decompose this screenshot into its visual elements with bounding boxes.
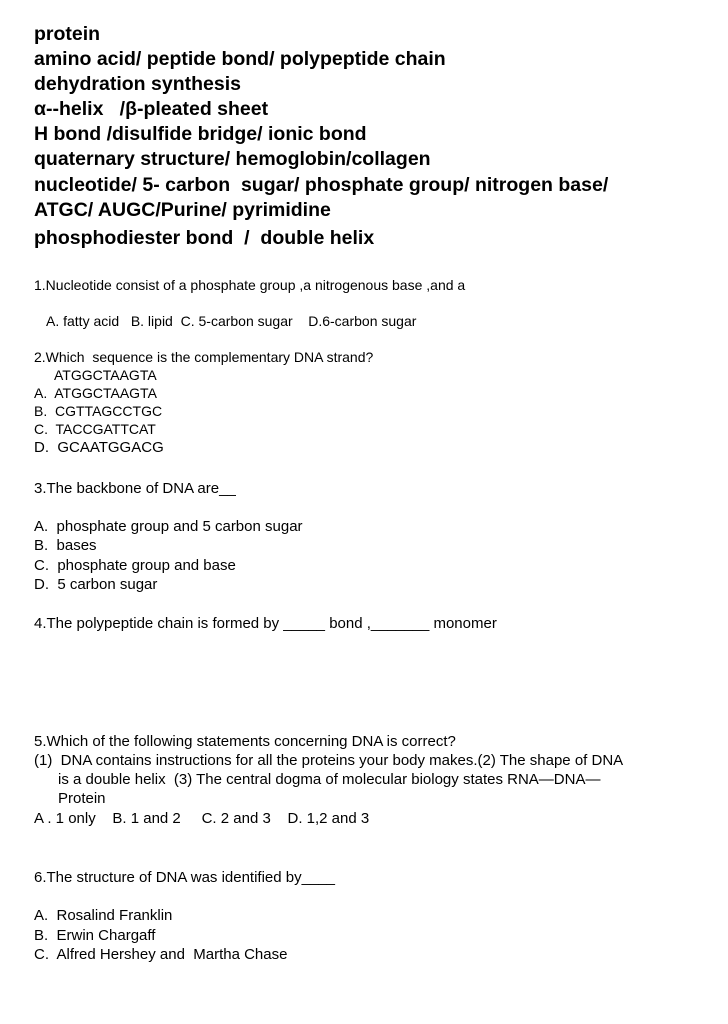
question-3-option: A. phosphate group and 5 carbon sugar: [34, 518, 303, 535]
question-1-options: A. fatty acid B. lipid C. 5-carbon sugar D.6-carbon sugar: [46, 313, 417, 329]
keyword-line: H bond /disulfide bridge/ ionic bond: [34, 123, 367, 145]
question-4-stem: 4.The polypeptide chain is formed by _____ bond ,_______ monomer: [34, 615, 497, 632]
question-3-option: B. bases: [34, 537, 97, 554]
keyword-line: phosphodiester bond / double helix: [34, 227, 375, 249]
keyword-line: nucleotide/ 5- carbon sugar/ phosphate group/ nitrogen base/: [34, 174, 609, 196]
keyword-line: protein: [34, 23, 101, 45]
question-3-option: C. phosphate group and base: [34, 557, 236, 574]
question-6-option: C. Alfred Hershey and Martha Chase: [34, 946, 288, 963]
question-2-option: B. CGTTAGCCTGC: [34, 403, 163, 419]
keyword-line: ATGC/ AUGC/Purine/ pyrimidine: [34, 199, 331, 221]
question-2-stem: 2.Which sequence is the complementary DNA strand?: [34, 349, 374, 365]
question-2-sequence: ATGGCTAAGTA: [54, 367, 157, 383]
question-3-option: D. 5 carbon sugar: [34, 576, 158, 593]
question-6-option: B. Erwin Chargaff: [34, 927, 156, 944]
question-6-option: A. Rosalind Franklin: [34, 907, 173, 924]
question-2-option: C. TACCGATTCAT: [34, 421, 156, 437]
question-5-stem: 5.Which of the following statements concerning DNA is correct?: [34, 733, 456, 750]
question-5-statement: is a double helix (3) The central dogma of molecular biology states RNA—DNA—: [58, 771, 601, 788]
keyword-line: dehydration synthesis: [34, 73, 241, 95]
keyword-line: α--helix /β-pleated sheet: [34, 98, 269, 120]
question-3-stem: 3.The backbone of DNA are__: [34, 480, 236, 497]
question-2-option: A. ATGGCTAAGTA: [34, 385, 157, 401]
question-2-option: D. GCAATGGACG: [34, 439, 164, 456]
question-5-statement: Protein: [58, 790, 106, 807]
question-6-stem: 6.The structure of DNA was identified by____: [34, 869, 335, 886]
question-1-stem: 1.Nucleotide consist of a phosphate group ,a nitrogenous base ,and a: [34, 277, 466, 293]
question-5-statement: (1) DNA contains instructions for all the proteins your body makes.(2) The shape of DNA: [34, 752, 624, 769]
keyword-line: quaternary structure/ hemoglobin/collagen: [34, 148, 431, 170]
keyword-line: amino acid/ peptide bond/ polypeptide chain: [34, 48, 446, 70]
question-5-options: A . 1 only B. 1 and 2 C. 2 and 3 D. 1,2 and 3: [34, 810, 370, 827]
